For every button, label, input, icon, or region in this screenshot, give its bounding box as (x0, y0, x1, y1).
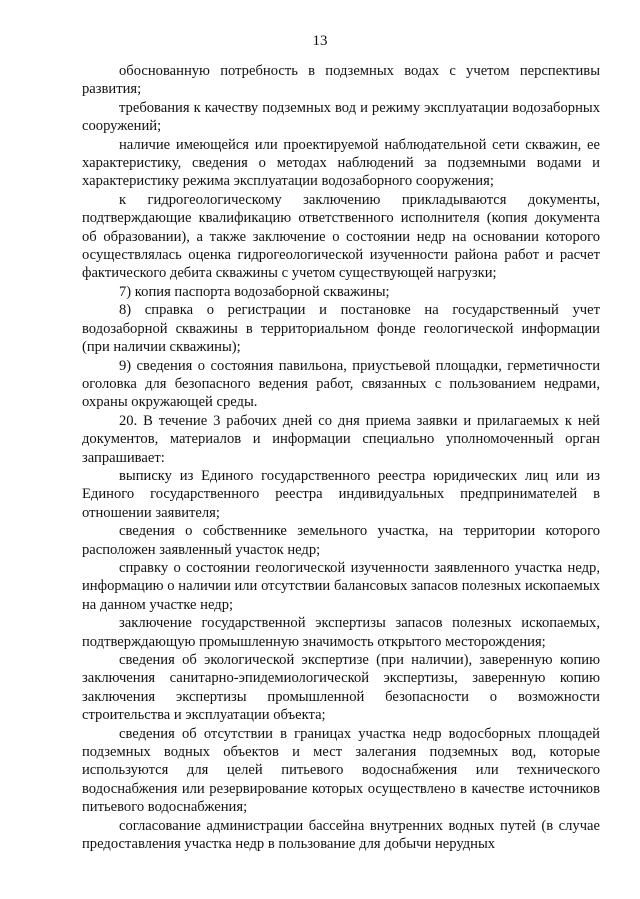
paragraph: справку о состоянии геологической изученности заявленного участка недр, информацию о наличии или отсутствии балансовых запасов полезных ископаемых на данном участке недр; (82, 559, 600, 613)
paragraph: сведения об экологической экспертизе (при наличии), заверенную копию заключения санитарно-эпидемиологической экспертизы, заверенную копию заключения экспертизы промышленной безопасности о возможности строительства и эксплуатации объекта; (82, 652, 600, 724)
paragraph: сведения об отсутствии в границах участка недр водосборных площадей подземных водных объектов и мест залегания подземных вод, которые используются для целей питьевого водоснабжения или технического водоснабжения или резервирование которых осуществлено в качестве источников питьевого водоснабжения; (82, 725, 600, 816)
clause-20: 20. В течение 3 рабочих дней со дня приема заявки и прилагаемых к ней документов, материалов и информации специально уполномоченный орган запрашивает: (82, 412, 600, 466)
list-item-7: 7) копия паспорта водозаборной скважины; (119, 283, 390, 300)
paragraph: требования к качеству подземных вод и режиму эксплуатации водозаборных сооружений; (82, 99, 600, 135)
paragraph: обоснованную потребность в подземных водах с учетом перспективы развития; (82, 63, 600, 98)
paragraph: наличие имеющейся или проектируемой наблюдательной сети скважин, ее характеристику, сведения о методах наблюдений за подземными водами и характеристику режима эксплуатации водозаборного сооружения; (82, 136, 600, 190)
paragraph: выписку из Единого государственного реестра юридических лиц или из Единого государственного реестра индивидуальных предпринимателей в отношении заявителя; (82, 467, 600, 521)
paragraph: сведения о собственнике земельного участка, на территории которого расположен заявленный участок недр; (82, 523, 600, 558)
list-item-9: 9) сведения о состояния павильона, приустьевой площадки, герметичности оголовка для безопасного ведения работ, связанных с пользованием недрами, охраны окружающей среды. (82, 357, 600, 411)
paragraph: заключение государственной экспертизы запасов полезных ископаемых, подтверждающую промышленную значимость открытого месторождения; (82, 615, 600, 650)
list-item-8: 8) справка о регистрации и постановке на государственный учет водозаборной скважины в территориальном фонде геологической информации (при наличии скважины); (82, 302, 600, 356)
document-body (82, 62, 600, 853)
page-number: 13 (312, 33, 328, 49)
paragraph: согласование администрации бассейна внутренних водных путей (в случае предоставления участка недр в пользование для добычи нерудных (82, 817, 600, 853)
paragraph: к гидрогеологическому заключению прикладываются документы, подтверждающие квалификацию ответственного исполнителя (копия документа об образовании), а также заключение о состоянии недр на основании которого осуществлялась оценка гидрогеологической изученности района работ и расчет фактического дебита скважины с учетом существующей нагрузки; (82, 191, 600, 282)
